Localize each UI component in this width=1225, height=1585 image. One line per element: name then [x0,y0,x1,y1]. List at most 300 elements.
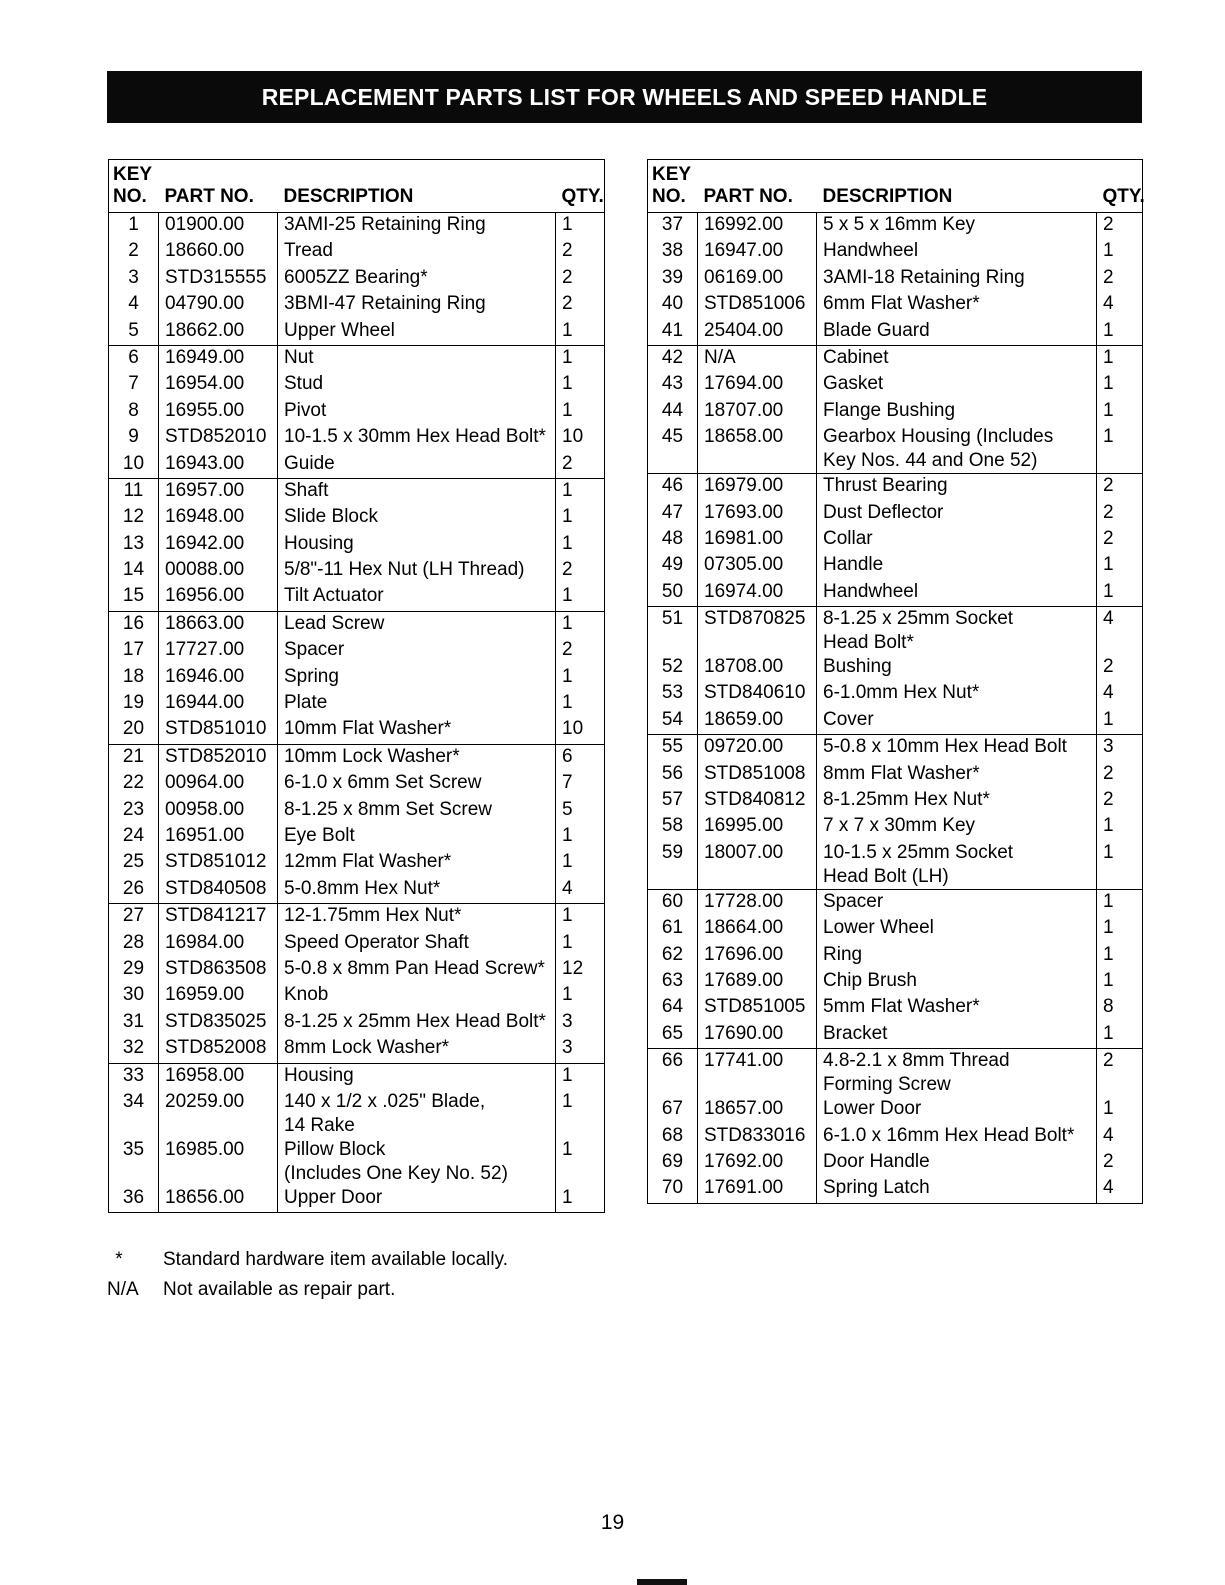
table-row [109,717,605,744]
col-header-key: KEY NO. [648,160,698,213]
table-row [648,788,1143,814]
parts-table-right [647,159,1143,1204]
table-row [109,744,605,771]
key-no-cell: 44 [648,399,698,425]
table-row [648,889,1143,916]
part-no-cell: 25404.00 [698,319,817,346]
table-row [648,372,1143,398]
description-line: Cabinet [823,346,889,368]
part-no-cell: STD835025 [159,1010,278,1036]
qty-cell: 1 [556,691,605,717]
description-line: 4.8-2.1 x 8mm Thread [823,1050,1010,1072]
description-cell [278,691,556,717]
qty-cell: 1 [1097,708,1143,735]
description-line: Handwheel [823,580,919,602]
qty-cell: 1 [556,372,605,398]
description-cell [817,319,1097,346]
description-line: Spacer [823,890,884,912]
part-no-cell: 18656.00 [159,1186,278,1213]
table-row [109,425,605,451]
table-row [109,824,605,850]
description-line: Plate [284,692,328,714]
table-row [109,239,605,265]
qty-cell: 1 [1097,916,1143,942]
key-no-cell: 38 [648,239,698,265]
qty-cell: 8 [1097,995,1143,1021]
table-row [648,995,1143,1021]
description-line: Ring [823,943,863,965]
key-no-cell: 70 [648,1176,698,1203]
part-no-cell: 17689.00 [698,969,817,995]
table-row [648,1176,1143,1203]
key-no-cell: 1 [109,213,159,240]
description-line: Handle [823,554,884,576]
key-no-cell: 19 [109,691,159,717]
qty-cell: 3 [556,1036,605,1063]
qty-cell: 4 [556,877,605,904]
description-line: 8-1.25 x 25mm Socket [823,608,1014,630]
qty-cell: 2 [556,292,605,318]
description-line: Spacer [284,639,345,661]
key-no-cell: 41 [648,319,698,346]
description-line: 5/8"-11 Hex Nut (LH Thread) [284,559,525,581]
description-cell [817,995,1097,1021]
table-row [109,584,605,611]
table-row [109,638,605,664]
qty-cell: 4 [1097,607,1143,656]
description-cell [817,1124,1097,1150]
key-no-cell: 66 [648,1049,698,1098]
qty-cell: 2 [556,558,605,584]
key-no-cell: 15 [109,584,159,611]
table-row [109,505,605,531]
description-line: Spring Latch [823,1177,930,1199]
description-line: 8mm Lock Washer* [284,1037,450,1059]
description-line: Upper Door [284,1186,383,1208]
key-no-cell: 57 [648,788,698,814]
key-no-cell: 36 [109,1186,159,1213]
key-no-cell: 6 [109,345,159,372]
description-cell [278,717,556,744]
qty-cell: 2 [1097,762,1143,788]
table-row [648,213,1143,240]
description-line-2: 14 Rake [284,1114,355,1136]
description-cell [278,931,556,957]
part-no-cell: STD852010 [159,425,278,451]
page-number: 19 [600,1511,625,1534]
description-line: 7 x 7 x 30mm Key [823,815,976,837]
qty-cell: 4 [1097,1124,1143,1150]
table-row [648,943,1143,969]
description-cell [817,292,1097,318]
qty-cell: 1 [556,345,605,372]
description-line: 6mm Flat Washer* [823,293,980,315]
qty-cell: 2 [556,452,605,479]
description-line: 3AMI-25 Retaining Ring [284,214,486,235]
part-no-cell: 16947.00 [698,239,817,265]
description-cell [817,681,1097,707]
table-row [109,798,605,824]
description-cell [278,372,556,398]
part-no-cell: 18659.00 [698,708,817,735]
part-no-cell: 16979.00 [698,474,817,501]
table-row [648,814,1143,840]
part-no-cell: 16984.00 [159,931,278,957]
description-line: 5mm Flat Washer* [823,996,980,1018]
qty-cell: 1 [1097,814,1143,840]
description-line-2: Forming Screw [823,1074,951,1096]
part-no-cell: STD851008 [698,762,817,788]
description-cell [817,889,1097,916]
description-line: Housing [284,532,354,554]
qty-cell: 1 [1097,553,1143,579]
part-no-cell: 06169.00 [698,266,817,292]
description-line: 12-1.75mm Hex Nut* [284,905,462,927]
description-cell [278,638,556,664]
description-cell [278,983,556,1009]
description-cell [278,532,556,558]
table-row [109,611,605,638]
description-cell [817,814,1097,840]
description-cell [817,1022,1097,1049]
qty-cell: 1 [1097,969,1143,995]
key-no-cell: 49 [648,553,698,579]
description-line: Tilt Actuator [284,585,384,607]
description-line: 5-0.8 x 8mm Pan Head Screw* [284,957,545,979]
key-no-cell: 62 [648,943,698,969]
description-cell [278,850,556,876]
description-line: Bracket [823,1022,888,1044]
key-no-cell: 2 [109,239,159,265]
description-cell [278,1090,556,1138]
qty-cell: 1 [556,505,605,531]
key-no-cell: 3 [109,266,159,292]
table-row [109,957,605,983]
description-cell [278,478,556,505]
qty-cell: 1 [556,1063,605,1090]
qty-cell: 1 [556,478,605,505]
part-no-cell: STD840508 [159,877,278,904]
description-line: Blade Guard [823,319,930,341]
key-no-cell: 47 [648,501,698,527]
table-header-row [109,160,605,213]
qty-cell: 1 [556,665,605,691]
part-no-cell: 00964.00 [159,771,278,797]
table-row [648,1150,1143,1176]
key-no-cell: 63 [648,969,698,995]
key-no-cell: 61 [648,916,698,942]
part-no-cell: 17728.00 [698,889,817,916]
description-line: Guide [284,452,335,474]
description-cell [278,1138,556,1186]
table-row [648,239,1143,265]
part-no-cell: STD840812 [698,788,817,814]
part-no-cell: 16974.00 [698,580,817,607]
qty-cell: 3 [556,1010,605,1036]
description-line: 8-1.25 x 8mm Set Screw [284,798,493,820]
description-cell [278,345,556,372]
part-no-cell: 16981.00 [698,527,817,553]
qty-cell: 1 [1097,580,1143,607]
qty-cell: 7 [556,771,605,797]
qty-cell: 1 [1097,399,1143,425]
part-no-cell: 16943.00 [159,452,278,479]
description-line: 10mm Flat Washer* [284,718,452,740]
description-cell [278,824,556,850]
qty-cell: 1 [1097,1022,1143,1049]
part-no-cell: STD863508 [159,957,278,983]
part-no-cell: 04790.00 [159,292,278,318]
table-row [109,452,605,479]
parts-table-left [108,159,605,1213]
parts-table-right-body [648,213,1143,1204]
description-line: 8-1.25 x 25mm Hex Head Bolt* [284,1010,546,1032]
table-row [648,425,1143,474]
part-no-cell: 18657.00 [698,1097,817,1123]
description-line: Lead Screw [284,612,385,634]
description-cell [817,1049,1097,1098]
description-cell [817,1176,1097,1203]
description-line: Pivot [284,399,327,421]
table-row [648,266,1143,292]
part-no-cell: 16942.00 [159,532,278,558]
qty-cell: 1 [556,213,605,240]
footnote-text: Standard hardware item available locally. [163,1249,508,1270]
table-row [648,292,1143,318]
table-row [648,1049,1143,1098]
table-row [648,319,1143,346]
description-line: Knob [284,984,329,1006]
part-no-cell: 16955.00 [159,399,278,425]
footnotes [107,1247,508,1307]
qty-cell: 2 [1097,213,1143,240]
description-cell [817,708,1097,735]
table-row [648,474,1143,501]
col-header-qty: QTY. [1097,160,1143,213]
qty-cell: 1 [556,399,605,425]
qty-cell: 1 [1097,889,1143,916]
table-row [648,708,1143,735]
description-cell [817,372,1097,398]
key-no-cell: 13 [109,532,159,558]
qty-cell: 1 [1097,841,1143,890]
key-no-cell: 25 [109,850,159,876]
part-no-cell: 16958.00 [159,1063,278,1090]
part-no-cell: 18007.00 [698,841,817,890]
key-no-cell: 67 [648,1097,698,1123]
key-no-cell: 21 [109,744,159,771]
qty-cell: 2 [1097,501,1143,527]
footnote-not-available [107,1277,508,1307]
description-cell [278,957,556,983]
col-header-part-no: PART NO. [698,160,817,213]
key-no-cell: 22 [109,771,159,797]
description-cell [278,425,556,451]
col-header-description: DESCRIPTION [278,160,556,213]
key-no-cell: 39 [648,266,698,292]
table-row [648,527,1143,553]
description-cell [278,611,556,638]
part-no-cell: STD852010 [159,744,278,771]
key-no-cell: 58 [648,814,698,840]
part-no-cell: 00958.00 [159,798,278,824]
description-line: 8mm Flat Washer* [823,762,980,784]
table-row [648,553,1143,579]
table-row [109,319,605,346]
table-row [648,655,1143,681]
qty-cell: 1 [556,824,605,850]
part-no-cell: STD833016 [698,1124,817,1150]
table-row [109,213,605,240]
part-no-cell: 18658.00 [698,425,817,474]
qty-cell: 1 [1097,319,1143,346]
key-no-cell: 33 [109,1063,159,1090]
part-no-cell: 16995.00 [698,814,817,840]
key-no-cell: 32 [109,1036,159,1063]
qty-cell: 1 [1097,425,1143,474]
qty-cell: 2 [1097,788,1143,814]
part-no-cell: 09720.00 [698,735,817,762]
description-cell [817,501,1097,527]
part-no-cell: STD851005 [698,995,817,1021]
qty-cell: 4 [1097,681,1143,707]
description-line: Chip Brush [823,969,917,991]
qty-cell: 2 [1097,1049,1143,1098]
description-cell [278,1063,556,1090]
description-line: Spring [284,665,339,687]
part-no-cell: 16959.00 [159,983,278,1009]
qty-cell: 1 [1097,1097,1143,1123]
description-line: Dust Deflector [823,501,944,523]
qty-cell: 2 [1097,474,1143,501]
description-cell [278,1036,556,1063]
description-line: 140 x 1/2 x .025" Blade, [284,1090,486,1112]
table-row [648,1022,1143,1049]
description-cell [278,399,556,425]
key-no-cell: 35 [109,1138,159,1186]
table-row [109,850,605,876]
qty-cell: 1 [556,1186,605,1213]
description-cell [817,762,1097,788]
description-line: Speed Operator Shaft [284,931,469,953]
footnote-text: Not available as repair part. [163,1279,396,1300]
table-row [109,1010,605,1036]
table-row [648,681,1143,707]
description-cell [817,266,1097,292]
description-cell [278,505,556,531]
description-cell [278,904,556,931]
registration-mark [637,1579,687,1585]
qty-cell: 2 [556,266,605,292]
qty-cell: 1 [1097,372,1143,398]
key-no-cell: 64 [648,995,698,1021]
description-cell [817,527,1097,553]
description-cell [278,1010,556,1036]
part-no-cell: 16985.00 [159,1138,278,1186]
part-no-cell: 17696.00 [698,943,817,969]
part-no-cell: 00088.00 [159,558,278,584]
table-row [109,1138,605,1186]
part-no-cell: 16949.00 [159,345,278,372]
key-no-cell: 46 [648,474,698,501]
description-cell [278,877,556,904]
key-no-cell: 11 [109,478,159,505]
table-row [648,969,1143,995]
part-no-cell: STD851006 [698,292,817,318]
key-no-cell: 9 [109,425,159,451]
key-no-cell: 65 [648,1022,698,1049]
col-header-part-no: PART NO. [159,160,278,213]
table-row [648,762,1143,788]
part-no-cell: 17691.00 [698,1176,817,1203]
part-no-cell: 18664.00 [698,916,817,942]
qty-cell: 3 [1097,735,1143,762]
key-no-cell: 5 [109,319,159,346]
description-cell [278,584,556,611]
key-no-cell: 10 [109,452,159,479]
part-no-cell: STD315555 [159,266,278,292]
page-title-banner [107,71,1142,123]
description-cell [278,213,556,240]
part-no-cell: 18707.00 [698,399,817,425]
qty-cell: 1 [556,931,605,957]
description-cell [817,345,1097,372]
table-row [648,1097,1143,1123]
description-line: 10mm Lock Washer* [284,745,460,767]
qty-cell: 1 [556,983,605,1009]
part-no-cell: 17694.00 [698,372,817,398]
description-line: Thrust Bearing [823,475,948,497]
part-no-cell: 17741.00 [698,1049,817,1098]
table-header-row [648,160,1143,213]
table-row [109,558,605,584]
qty-cell: 4 [1097,292,1143,318]
table-row [109,478,605,505]
table-row [648,501,1143,527]
key-no-cell: 4 [109,292,159,318]
description-cell [817,425,1097,474]
table-row [109,665,605,691]
part-no-cell: 16944.00 [159,691,278,717]
key-no-cell: 60 [648,889,698,916]
qty-cell: 5 [556,798,605,824]
part-no-cell: 17690.00 [698,1022,817,1049]
description-line: 10-1.5 x 25mm Socket [823,841,1014,863]
qty-cell: 2 [1097,655,1143,681]
table-row [109,1036,605,1063]
qty-cell: 2 [556,638,605,664]
key-no-cell: 45 [648,425,698,474]
description-line: 12mm Flat Washer* [284,851,452,873]
key-no-cell: 34 [109,1090,159,1138]
description-cell [817,1097,1097,1123]
table-row [109,292,605,318]
description-line: 5-0.8 x 10mm Hex Head Bolt [823,736,1067,758]
description-line: Collar [823,527,873,549]
description-cell [278,1186,556,1213]
description-line: Flange Bushing [823,399,956,421]
table-row [648,1124,1143,1150]
description-cell [817,213,1097,240]
description-cell [817,474,1097,501]
description-line: Pillow Block [284,1138,386,1160]
table-row [109,1063,605,1090]
table-row [109,904,605,931]
part-no-cell: 18662.00 [159,319,278,346]
part-no-cell: STD851010 [159,717,278,744]
key-no-cell: 56 [648,762,698,788]
description-line: Housing [284,1064,354,1086]
